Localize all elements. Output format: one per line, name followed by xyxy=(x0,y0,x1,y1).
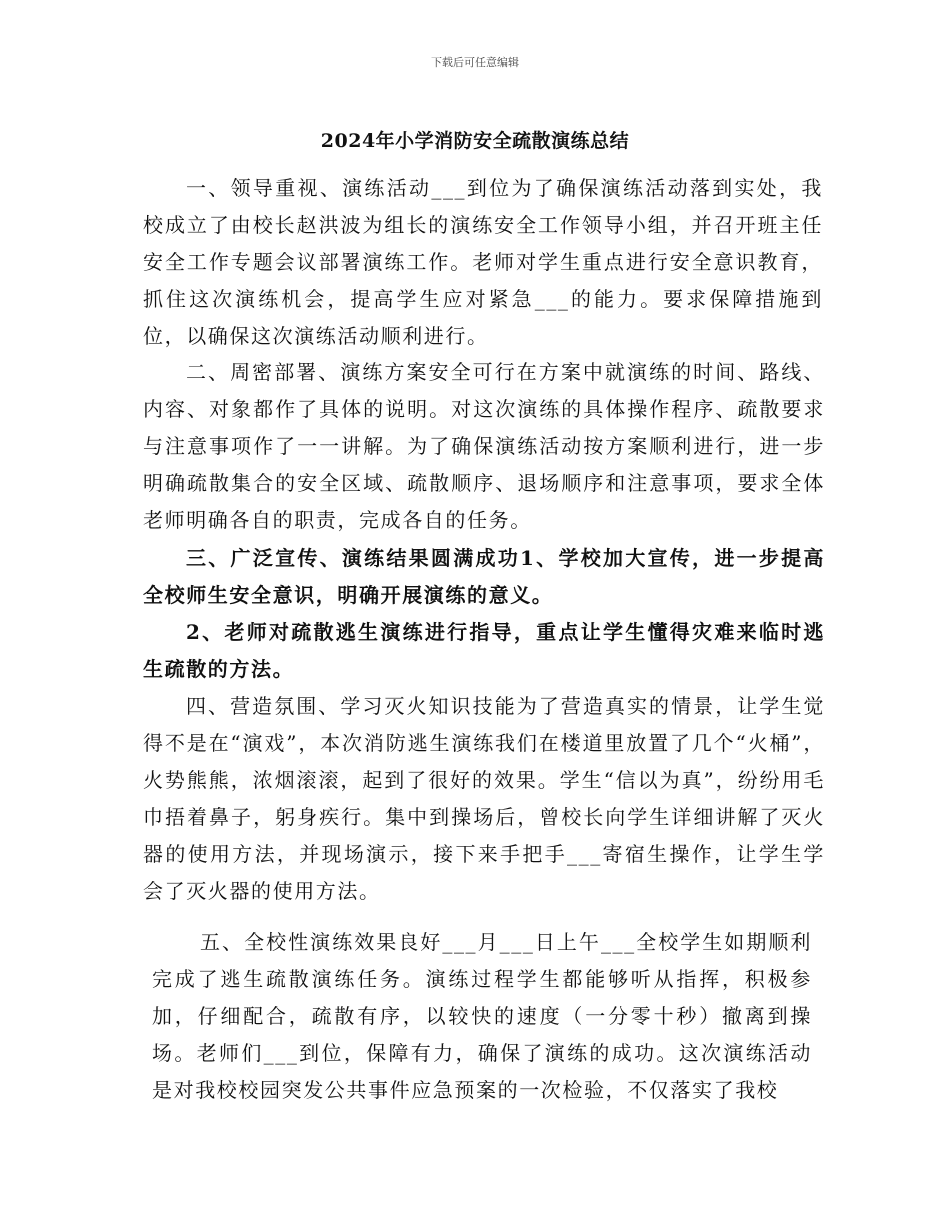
document-title: 2024年小学消防安全疏散演练总结 xyxy=(320,130,630,152)
paragraph-results: 五、全校性演练效果良好___月___日上午___全校学生如期顺利完成了逃生疏散演练任务。演练过程学生都能够听从指挥，积极参加，仔细配合，疏散有序，以较快的速度（一分零十秒）撤离到操场。老师们___到位，保障有力，确保了演练的成功。这次演练活动是对我校校园突发公共事件应急预案的一次检验，不仅落实了我校 xyxy=(152,930,812,1102)
paragraph-leadership: 一、领导重视、演练活动___到位为了确保演练活动落到实处，我校成立了由校长赵洪波为组长的演练安全工作领导小组，并召开班主任安全工作专题会议部署演练工作。老师对学生重点进行安全意识教育，抓住这次演练机会，提高学生应对紧急___的能力。要求保障措施到位，以确保这次演练活动顺利进行。 xyxy=(143,176,823,348)
page-header-note: 下载后可任意编辑 xyxy=(431,56,519,69)
paragraph-publicity: 三、广泛宣传、演练结果圆满成功1、学校加大宣传，进一步提高全校师生安全意识，明确开展演练的意义。 xyxy=(143,546,825,607)
paragraph-guidance: 2、老师对疏散逃生演练进行指导，重点让学生懂得灾难来临时逃生疏散的方法。 xyxy=(143,620,825,681)
paragraph-deployment: 二、周密部署、演练方案安全可行在方案中就演练的时间、路线、内容、对象都作了具体的说明。对这次演练的具体操作程序、疏散要求与注意事项作了一一讲解。为了确保演练活动按方案顺利进行，进一步明确疏散集合的安全区域、疏散顺序、退场顺序和注意事项，要求全体老师明确各自的职责，完成各自的任务。 xyxy=(143,360,825,532)
paragraph-atmosphere: 四、营造氛围、学习灭火知识技能为了营造真实的情景，让学生觉得不是在“演戏”，本次消防逃生演练我们在楼道里放置了几个“火桶”，火势熊熊，浓烟滚滚，起到了很好的效果。学生“信以为真”，纷纷用毛巾捂着鼻子，躬身疾行。集中到操场后，曾校长向学生详细讲解了灭火器的使用方法，并现场演示，接下来手把手___寄宿生操作，让学生学会了灭火器的使用方法。 xyxy=(143,694,825,903)
